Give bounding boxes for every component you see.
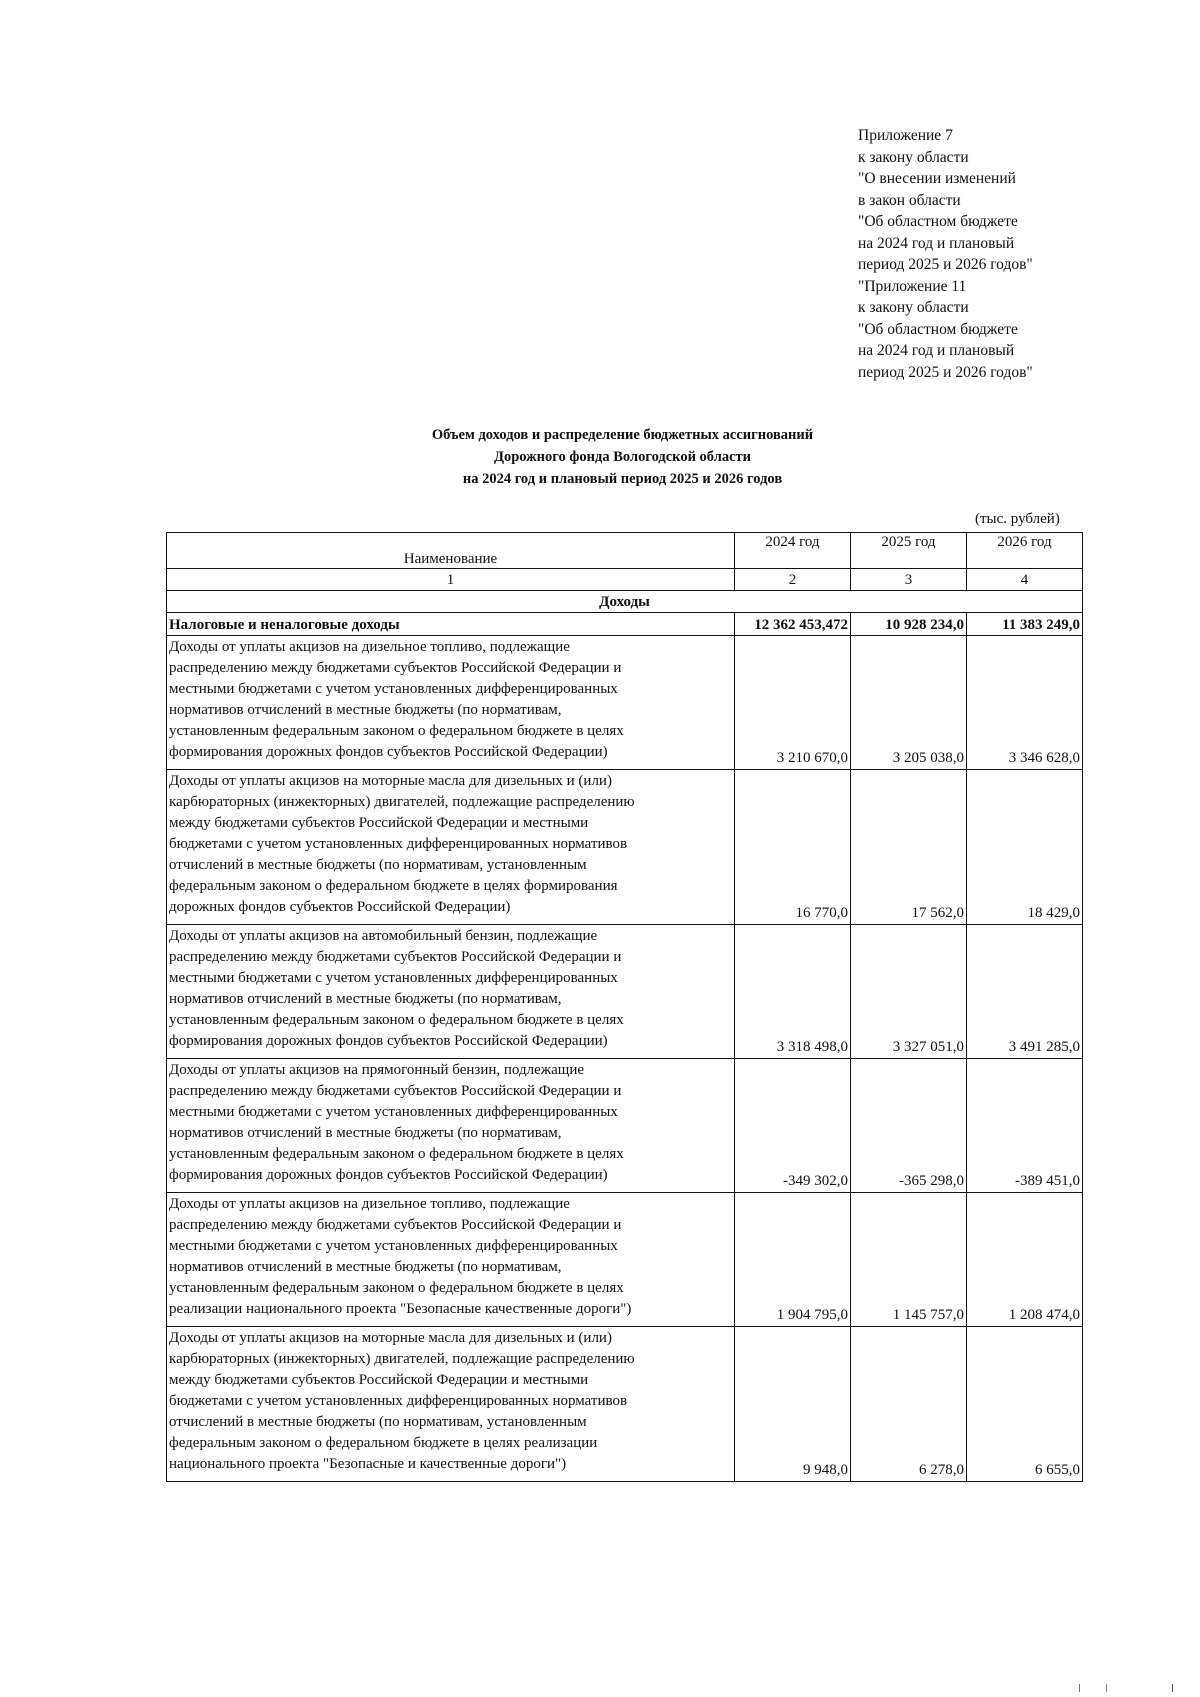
column-number: 1 (167, 569, 735, 591)
row-name-line: между бюджетами субъектов Российской Федерации и местными (169, 1372, 589, 1388)
table-row (167, 1193, 1083, 1327)
scan-artifact (1079, 1684, 1107, 1692)
row-name-line: карбюраторных (инжекторных) двигателей, подлежащие распределению (169, 794, 635, 810)
row-name (167, 770, 735, 925)
column-number: 2 (734, 569, 850, 591)
appendix-note (858, 125, 1158, 383)
units-label: (тыс. рублей) (975, 511, 1060, 527)
total-value-2026: 11 383 249,0 (966, 613, 1082, 636)
document-title (330, 424, 915, 490)
appendix-line: "Приложение 11 (858, 277, 967, 295)
row-name-line: бюджетами с учетом установленных дифференцированных нормативов (169, 836, 628, 852)
scan-artifact (1172, 1684, 1173, 1692)
row-name-line: местными бюджетами с учетом установленных дифференцированных (169, 970, 618, 986)
row-value-2024: 16 770,0 (734, 770, 850, 925)
row-name-line: федеральным законом о федеральном бюджете в целях реализации (169, 1435, 598, 1451)
row-name-line: нормативов отчислений в местные бюджеты (по нормативам, (169, 1259, 562, 1275)
appendix-line: период 2025 и 2026 годов" (858, 256, 1033, 273)
section-title: Доходы (167, 591, 1083, 613)
row-value-2026: 1 208 474,0 (966, 1193, 1082, 1327)
row-name-line: карбюраторных (инжекторных) двигателей, подлежащие распределению (169, 1351, 635, 1367)
row-name-line: Доходы от уплаты акцизов на моторные масла для дизельных и (или) (169, 773, 612, 789)
row-name-line: Доходы от уплаты акцизов на дизельное топливо, подлежащие (169, 1196, 570, 1212)
appendix-line: "Об областном бюджете (858, 213, 1018, 230)
table-row (167, 770, 1083, 925)
row-name-line: Доходы от уплаты акцизов на автомобильный бензин, подлежащие (169, 928, 598, 944)
row-name (167, 636, 735, 770)
row-name-line: реализации национального проекта "Безопасные качественные дороги") (169, 1301, 632, 1317)
appendix-line: "Об областном бюджете (858, 320, 1018, 338)
row-name-line: местными бюджетами с учетом установленных дифференцированных (169, 681, 618, 697)
header-name: Наименование (167, 533, 735, 569)
row-value-2026: 6 655,0 (966, 1327, 1082, 1482)
row-value-2025: -365 298,0 (850, 1059, 966, 1193)
total-value-2025: 10 928 234,0 (850, 613, 966, 636)
table-header-row (167, 533, 1083, 569)
row-name-line: установленным федеральным законом о федеральном бюджете в целях (169, 1012, 624, 1028)
row-name (167, 1059, 735, 1193)
section-row (167, 591, 1083, 613)
row-value-2025: 1 145 757,0 (850, 1193, 966, 1327)
row-value-2024: 3 210 670,0 (734, 636, 850, 770)
row-name (167, 925, 735, 1059)
row-name-line: Доходы от уплаты акцизов на дизельное топливо, подлежащие (169, 639, 570, 655)
header-2026: 2026 год (966, 533, 1082, 569)
table-row (167, 925, 1083, 1059)
row-name-line: местными бюджетами с учетом установленных дифференцированных (169, 1104, 618, 1120)
header-2024: 2024 год (734, 533, 850, 569)
total-value-2024: 12 362 453,472 (734, 613, 850, 636)
row-name-line: отчислений в местные бюджеты (по нормативам, установленным (169, 1414, 587, 1430)
title-line-3: на 2024 год и плановый период 2025 и 2026 годов (462, 471, 783, 487)
row-name-line: нормативов отчислений в местные бюджеты (по нормативам, (169, 991, 562, 1007)
row-name-line: между бюджетами субъектов Российской Федерации и местными (169, 815, 589, 831)
row-name (167, 1193, 735, 1327)
row-name-line: бюджетами с учетом установленных дифференцированных нормативов (169, 1393, 628, 1409)
appendix-line: Приложение 7 (858, 127, 953, 144)
row-value-2024: 3 318 498,0 (734, 925, 850, 1059)
row-name-line: установленным федеральным законом о федеральном бюджете в целях (169, 1146, 624, 1162)
column-number-row (167, 569, 1083, 591)
row-name-line: Доходы от уплаты акцизов на моторные масла для дизельных и (или) (169, 1330, 612, 1346)
appendix-line: к закону области (858, 299, 969, 316)
row-name-line: распределению между бюджетами субъектов Российской Федерации и (169, 660, 622, 676)
row-value-2024: -349 302,0 (734, 1059, 850, 1193)
row-name-line: дорожных фондов субъектов Российской Федерации) (169, 899, 511, 915)
appendix-line: к закону области (858, 148, 969, 166)
row-value-2025: 17 562,0 (850, 770, 966, 925)
row-name-line: отчислений в местные бюджеты (по нормативам, установленным (169, 857, 587, 873)
row-value-2025: 3 205 038,0 (850, 636, 966, 770)
appendix-line: "О внесении изменений (858, 170, 1016, 187)
row-name-line: формирования дорожных фондов субъектов Российской Федерации) (169, 744, 608, 760)
row-name (167, 1327, 735, 1482)
row-name-line: установленным федеральным законом о федеральном бюджете в целях (169, 1280, 624, 1296)
appendix-line: в закон области (858, 191, 961, 209)
appendix-line: на 2024 год и плановый (858, 234, 1015, 252)
row-name-line: установленным федеральным законом о федеральном бюджете в целях (169, 723, 624, 739)
row-value-2024: 1 904 795,0 (734, 1193, 850, 1327)
row-name-line: формирования дорожных фондов субъектов Российской Федерации) (169, 1167, 608, 1183)
row-value-2026: 3 346 628,0 (966, 636, 1082, 770)
row-value-2026: 3 491 285,0 (966, 925, 1082, 1059)
appendix-line: на 2024 год и плановый (858, 342, 1015, 359)
budget-table (166, 532, 1083, 1482)
row-value-2026: 18 429,0 (966, 770, 1082, 925)
row-value-2026: -389 451,0 (966, 1059, 1082, 1193)
title-line-2: Дорожного фонда Вологодской области (493, 449, 751, 465)
column-number: 4 (966, 569, 1082, 591)
row-name-line: национального проекта "Безопасные и качественные дороги") (169, 1456, 567, 1472)
row-value-2025: 3 327 051,0 (850, 925, 966, 1059)
title-line-1: Объем доходов и распределение бюджетных ассигнований (431, 427, 814, 443)
row-value-2025: 6 278,0 (850, 1327, 966, 1482)
row-name-line: местными бюджетами с учетом установленных дифференцированных (169, 1238, 618, 1254)
row-name-line: Доходы от уплаты акцизов на прямогонный бензин, подлежащие (169, 1062, 585, 1078)
column-number: 3 (850, 569, 966, 591)
header-2025: 2025 год (850, 533, 966, 569)
row-name-line: распределению между бюджетами субъектов Российской Федерации и (169, 1217, 622, 1233)
row-name-line: нормативов отчислений в местные бюджеты (по нормативам, (169, 702, 562, 718)
total-row (167, 613, 1083, 636)
row-name-line: распределению между бюджетами субъектов Российской Федерации и (169, 1083, 622, 1099)
table-row (167, 1059, 1083, 1193)
table-row (167, 1327, 1083, 1482)
row-name-line: формирования дорожных фондов субъектов Российской Федерации) (169, 1033, 608, 1049)
row-name-line: нормативов отчислений в местные бюджеты (по нормативам, (169, 1125, 562, 1141)
row-name-line: распределению между бюджетами субъектов Российской Федерации и (169, 949, 622, 965)
table-row (167, 636, 1083, 770)
row-value-2024: 9 948,0 (734, 1327, 850, 1482)
total-name: Налоговые и неналоговые доходы (167, 613, 735, 636)
appendix-line: период 2025 и 2026 годов" (858, 363, 1033, 381)
row-name-line: федеральным законом о федеральном бюджете в целях формирования (169, 878, 618, 894)
